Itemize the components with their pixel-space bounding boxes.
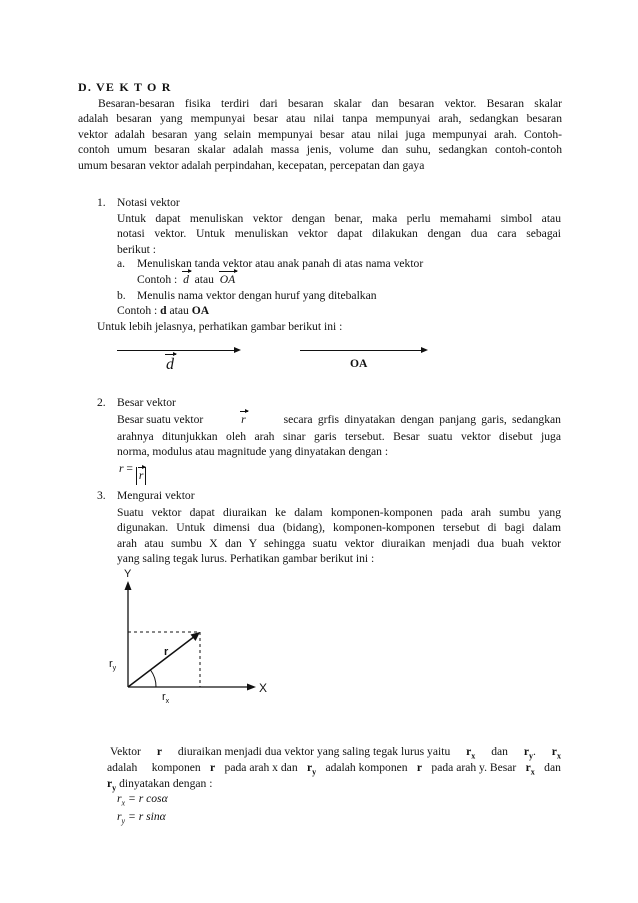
arrowhead-icon — [421, 347, 428, 353]
expl-r: r — [210, 761, 216, 774]
item3-body-line: arah atau sumbu X dan Y sehingga suatu vektor diuraikan menjadi dua buah vektor — [117, 536, 561, 550]
vector-d-line — [117, 350, 234, 351]
expl-text: pada arah x dan — [224, 761, 298, 774]
intro-line: umum besaran vektor adalah perpindahan, kecepatan, percepatan dan gaya — [78, 158, 425, 172]
item3-body — [117, 505, 561, 567]
item2-title: Besar vektor — [117, 396, 176, 409]
vector-r-line — [128, 636, 195, 687]
equation-rx: $r_x = r$ cosα — [117, 792, 168, 808]
item1-example-b — [117, 304, 209, 317]
item1-body-line: notasi vektor. Untuk menuliskan vektor dapat dilakukan dengan dua cara sebagai — [117, 227, 561, 241]
expl-ry: $r_y$ — [107, 777, 117, 793]
vector-r-symbol: r — [241, 413, 246, 426]
intro-line: Besaran-besaran fisika terdiri dari besaran skalar dan besaran vektor. Besaran skalar — [98, 97, 562, 110]
item3-title: Mengurai vektor — [117, 489, 195, 502]
item1-example-a — [137, 273, 235, 286]
equation-ry: $r_y = r$ sinα — [117, 810, 166, 826]
vector-d-symbol: d — [183, 273, 189, 286]
magnitude-bars — [136, 467, 147, 485]
expl-ry: $r_y$ — [306, 761, 317, 777]
item2-line1-a: Besar suatu vektor — [117, 413, 204, 426]
item1-body-line: Untuk dapat menuliskan vektor dengan benar, maka perlu memahami simbol atau — [117, 212, 561, 225]
component-y-label: $r_y$ — [109, 658, 117, 672]
expl-text: dan — [544, 761, 561, 774]
expl-rx: $r_x$ — [525, 761, 535, 777]
axis-y-label: Y — [124, 568, 132, 580]
intro-line: adalah besaran yang mempunyai besar atau nilai tanpa mempunyai arah, sedangkan besaran — [78, 112, 562, 126]
expl-text: dan — [491, 745, 508, 758]
expl-rx: $r_x$ — [551, 745, 561, 761]
item3-number: 3. — [97, 489, 106, 502]
intro-line: vektor adalah besaran yang selain mempunyai besar atau nilai juga mempunyai arah. Contoh- — [78, 127, 562, 141]
example-or: atau — [169, 304, 189, 317]
angle-arc — [151, 670, 157, 687]
vector-oa-label: OA — [350, 357, 368, 370]
expl-rx: $r_x$ — [466, 745, 476, 761]
item1-number: 1. — [97, 196, 106, 209]
vector-decomposition-diagram — [100, 565, 290, 715]
example-prefix: Contoh : — [117, 304, 158, 317]
item2-number: 2. — [97, 396, 106, 409]
example-prefix: Contoh : — [137, 273, 178, 286]
item2-body — [117, 429, 561, 460]
expl-text: dinyatakan dengan : — [119, 777, 213, 790]
expl-text: pada arah y. Besar — [431, 761, 517, 774]
intro-paragraph — [78, 96, 562, 173]
explanation-line2 — [107, 761, 561, 776]
expl-text: diuraikan menjadi dua vektor yang saling tegak lurus yaitu — [177, 745, 451, 758]
expl-text: adalah komponen — [325, 761, 408, 774]
item1-b-label: b. — [117, 289, 126, 302]
item3-body-line: digunakan. Untuk dimensi dua (bidang), komponen-komponen tersebut di bagi dalam — [117, 521, 561, 535]
intro-line: contoh umum besaran skalar adalah massa jenis, volume dan suhu, sedangkan contoh-contoh — [78, 143, 562, 157]
expl-ry: $r_y$. — [523, 745, 536, 761]
item3-body-line: yang saling tegak lurus. Perhatikan gambar berikut ini : — [117, 552, 375, 566]
vector-r-label: r — [164, 646, 169, 658]
section-heading: D. VE K T O R — [78, 80, 172, 94]
formula-lhs: r — [119, 462, 124, 475]
formula-rhs: r — [138, 469, 144, 482]
example-or: atau — [194, 273, 214, 286]
item1-a-label: a. — [117, 257, 126, 270]
item1-a-text: Menuliskan tanda vektor atau anak panah di atas nama vektor — [137, 257, 424, 270]
bold-oa: OA — [191, 304, 210, 317]
component-x-label: $r_x$ — [162, 691, 170, 705]
item2-line1-b: secara grfis dinyatakan dengan panjang garis, sedangkan — [283, 413, 561, 426]
formula-eq: = — [126, 462, 133, 475]
vector-oa-symbol: OA — [219, 273, 236, 286]
axis-x-label: X — [259, 681, 268, 695]
expl-text: adalah komponen — [107, 761, 201, 774]
item1-body-line: berikut : — [117, 242, 156, 256]
vector-r-arrowhead-icon — [191, 632, 201, 641]
item2-body-line: norma, modulus atau magnitude yang dinyatakan dengan : — [117, 445, 389, 459]
item1-b-text: Menulis nama vektor dengan huruf yang ditebalkan — [137, 289, 377, 302]
item3-body-line: Suatu vektor dapat diuraikan ke dalam komponen-komponen pada arah sumbu yang — [117, 506, 561, 519]
y-axis-arrowhead-icon — [125, 581, 132, 590]
expl-r: r — [156, 745, 162, 758]
expl-text: Vektor — [110, 745, 141, 758]
vector-d-label: d — [166, 356, 174, 373]
item2-body-line: arahnya ditunjukkan oleh arah sinar garis tersebut. Besar suatu vektor disebut juga — [117, 430, 561, 443]
vector-oa-line — [300, 350, 421, 351]
item2-formula — [119, 462, 146, 485]
item1-body — [117, 211, 561, 257]
x-axis-arrowhead-icon — [247, 684, 256, 691]
expl-r: r — [416, 761, 423, 774]
figure-intro: Untuk lebih jelasnya, perhatikan gambar berikut ini : — [97, 320, 343, 333]
explanation-line3 — [107, 777, 212, 792]
item1-title: Notasi vektor — [117, 196, 180, 209]
arrowhead-icon — [234, 347, 241, 353]
bold-d: d — [160, 304, 167, 317]
explanation-line1 — [110, 745, 561, 760]
item2-line1 — [117, 413, 561, 426]
